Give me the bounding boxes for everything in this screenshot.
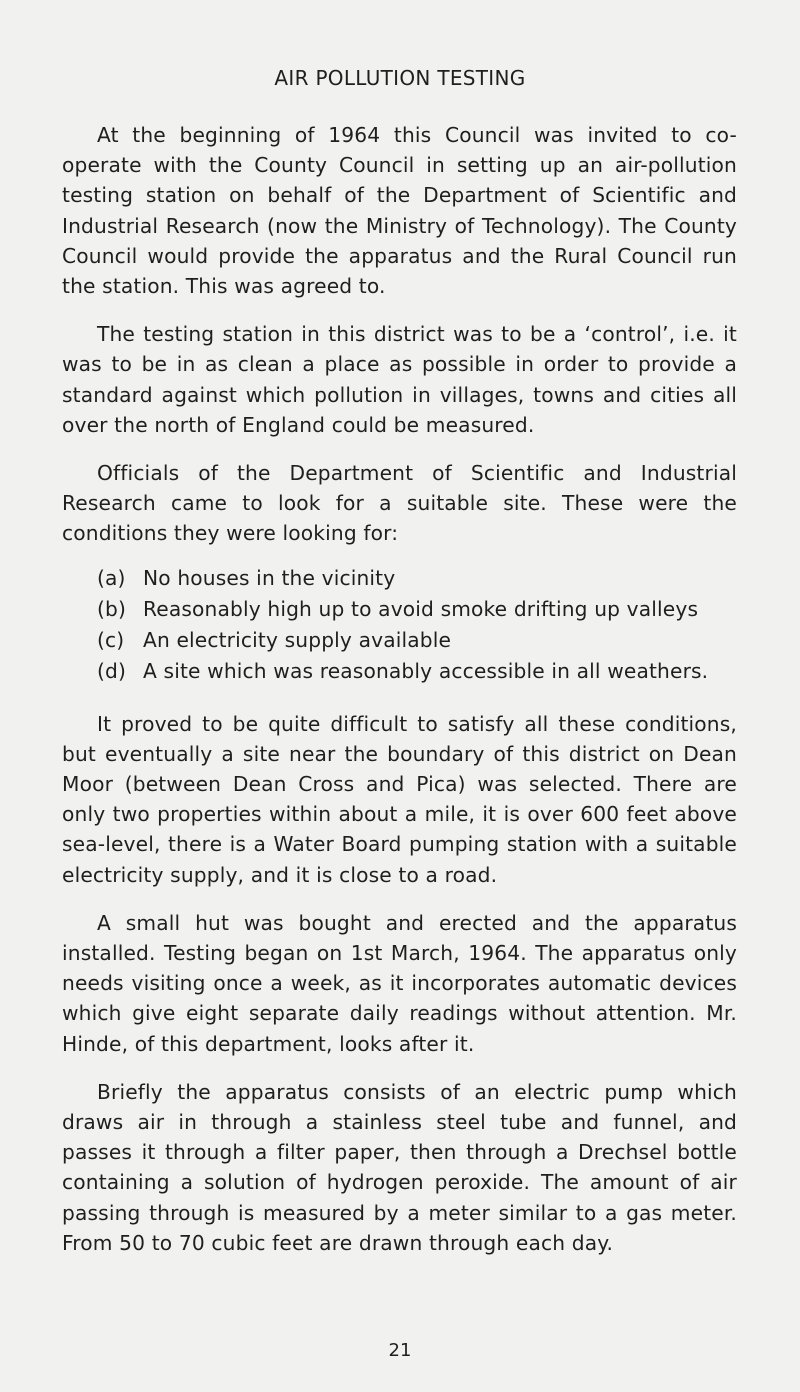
page-number: 21 bbox=[388, 1340, 412, 1361]
paragraph-5: A small hut was bought and erected and the apparatus installed. Testing began on 1st March, 1964. The apparatus only needs visiting once a week, as it incorporates automatic devices which give eight separate daily readings without attention. Mr. Hinde, of this department, looks after it. bbox=[62, 910, 737, 1056]
document-body bbox=[62, 120, 737, 1276]
condition-marker: (c) bbox=[97, 627, 125, 652]
condition-item bbox=[97, 594, 737, 625]
paragraph-1: At the beginning of 1964 this Council was invited to co-operate with the County Council in setting up an air-pollution testing station on behalf of the Department of Scientific and Industrial Research (now the Ministry of Technology). The County Council would provide the apparatus and the Rural Council run the station. This was agreed to. bbox=[62, 123, 737, 299]
page-title: AIR POLLUTION TESTING bbox=[274, 66, 526, 90]
conditions-list bbox=[97, 563, 737, 687]
condition-text: An electricity supply available bbox=[143, 627, 452, 652]
condition-item bbox=[97, 563, 737, 594]
condition-marker: (b) bbox=[97, 596, 127, 621]
paragraph-3: Officials of the Department of Scientific and Industrial Research came to look for a suitable site. These were the conditions they were looking for: bbox=[62, 461, 737, 546]
paragraph-6: Briefly the apparatus consists of an electric pump which draws air in through a stainless steel tube and funnel, and passes it through a filter paper, then through a Drechsel bottle containing a solution of hydrogen peroxide. The amount of air passing through is measured by a meter similar to a gas meter. From 50 to 70 cubic feet are drawn through each day. bbox=[62, 1079, 737, 1255]
condition-text: Reasonably high up to avoid smoke drifting up valleys bbox=[143, 596, 699, 621]
condition-marker: (d) bbox=[97, 658, 127, 683]
paragraph-4: It proved to be quite difficult to satisfy all these conditions, but eventually a site near the boundary of this district on Dean Moor (between Dean Cross and Pica) was selected. There are only two properties within about a mile, it is over 600 feet above sea-level, there is a Water Board pumping station with a suitable electricity supply, and it is close to a road. bbox=[62, 711, 737, 887]
condition-item bbox=[97, 625, 737, 656]
condition-text: A site which was reasonably accessible in all weathers. bbox=[143, 658, 709, 683]
condition-item bbox=[97, 656, 737, 687]
paragraph-2: The testing station in this district was to be a ‘control’, i.e. it was to be in as clean a place as possible in order to provide a standard against which pollution in villages, towns and cities all over the north of England could be measured. bbox=[62, 322, 737, 437]
condition-marker: (a) bbox=[97, 565, 126, 590]
condition-text: No houses in the vicinity bbox=[143, 565, 396, 590]
